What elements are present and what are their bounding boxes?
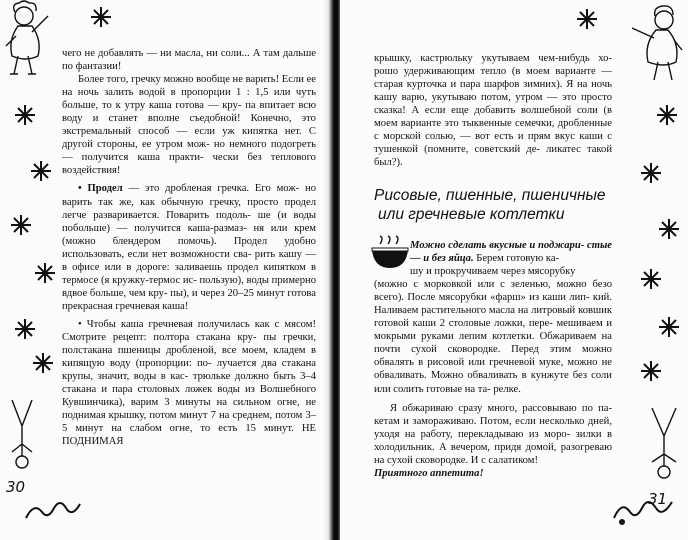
asterisk-star-icon: [14, 318, 36, 340]
asterisk-star-icon: [656, 104, 678, 126]
paragraph: • Продел — это дробленая гречка. Его мож- но варить так же, как обычную гречку, просто продел легче разваривается. Поварить подоль- ше (и воды побольше) — получится каша-размаз- ня или крем (можно блендером помочь). Продел удобно использовать, если нет возможности сва- рить кашу — в офисе или в дороге: заливаешь продел кипятком в термосе (я кружку-термос ис- пользую), воды примерно вдвое больше, чем кру- пы), и через 20–25 минут готова прекрасная гречневая каша!: [62, 183, 316, 312]
asterisk-star-icon: [640, 268, 662, 290]
left-text-block: [62, 47, 316, 448]
right-text-body: [374, 239, 612, 480]
asterisk-star-icon: [658, 218, 680, 240]
acrobat-figure-icon: [4, 392, 40, 472]
girl-with-wand-icon: [630, 4, 686, 86]
page-number: 30: [6, 478, 26, 496]
paragraph: • Чтобы каша гречневая получилась как с мясом! Смотрите рецепт: полтора стакана кру- пы гречки, полстакана пшеницы дробленой, все моем, кладем в кипящую воду (пропорции: по- лучается два стакана крупы, значит, воды в кас- трюльке должно быть 3–4 стакана и пара столовых ложек воды из Волшебного Кувшинчика), варим 3 минуты на сильном огне, не поднимая крышку, потом минут 7 на среднем, потом 3–5 минут на слабом огне, то есть 15 минут. НЕ ПОДНИМАЯ: [62, 318, 317, 448]
section-heading: Рисовые, пшенные, пшеничные или гречневые котлетки: [374, 187, 606, 223]
asterisk-star-icon: [32, 352, 54, 374]
asterisk-star-icon: [658, 316, 680, 338]
asterisk-star-icon: [34, 262, 56, 284]
closing-line: Приятного аппетита!: [374, 467, 484, 479]
swirl-icon: [612, 492, 682, 528]
page-number: 31: [648, 490, 668, 508]
right-page: [340, 0, 688, 540]
asterisk-star-icon: [30, 160, 52, 182]
asterisk-star-icon: [10, 214, 32, 236]
asterisk-star-icon: [576, 8, 598, 30]
paragraph: (можно с морковкой или с зеленью, можно безо всего). После мясорубки «фарш» из каши лип- кий. Наливаем растительного масла на литровый ковшик готовой каши 2 столовые ложки, пере- мешиваем и мокрыми руками лепим котлетки. Обжариваем на почти сухой сковородке. Перед этим можно обвалять в рисовой или гречневой муке, можно не обваливать. Можно обваливать в кунжуте без соли или солить готовые на та- релке.: [374, 279, 613, 395]
girl-with-wand-icon: [2, 2, 60, 80]
right-text-top: [374, 52, 612, 169]
paragraph: чего не добавлять — ни масла, ни соли... А там дальше по фантазии!: [62, 48, 316, 73]
asterisk-star-icon: [90, 6, 112, 28]
left-page: [0, 0, 330, 540]
paragraph: крышку, кастрюльку укутываем чем-нибудь хо- рошо удерживающим тепло (в моем варианте — старая курточка и пара шарфов зимних). Я на ночь кашу варю, укутываю потом, утром — это просто сказка! А если еще добавить волшебной соли (в моем варианте это тыквенные семечки, дробленные с морской солью, — вот есть и прям вкус каши с тушенкой (помните, советский де- ликатес такой был?).: [374, 53, 613, 169]
asterisk-star-icon: [640, 162, 662, 184]
paragraph: Я обжариваю сразу много, рассовываю по па- кетам и замораживаю. Потом, если несколько дней, уходя на работу, перекладываю из моро- зилки в холодильник. А вечером, придя домой, разогреваю на сухой сковородке. И с салатиком!: [374, 402, 612, 466]
asterisk-star-icon: [14, 104, 36, 126]
asterisk-star-icon: [640, 360, 662, 382]
paragraph: Более того, гречку можно вообще не варить! Если ее на ночь залить водой в пропорции 1 : 1,5 или чуть больше, то к утру каша готова — кру- па впитает всю воду и станет вполне съедобной! Конечно, это экстремальный способ — если уж кипятка нет. С другой стороны, ее утром мож- но немного подогреть — получится каша практи- чески без теплового воздействия!: [62, 74, 317, 177]
swirl-icon: [24, 496, 84, 526]
paragraph: шу и прокручиваем через мясорубку: [410, 266, 576, 278]
acrobat-figure-icon: [644, 400, 684, 482]
recipe-lead: Можно сделать вкусные и поджари- стые — и без яйца. Берем готовую ка-: [410, 240, 613, 265]
